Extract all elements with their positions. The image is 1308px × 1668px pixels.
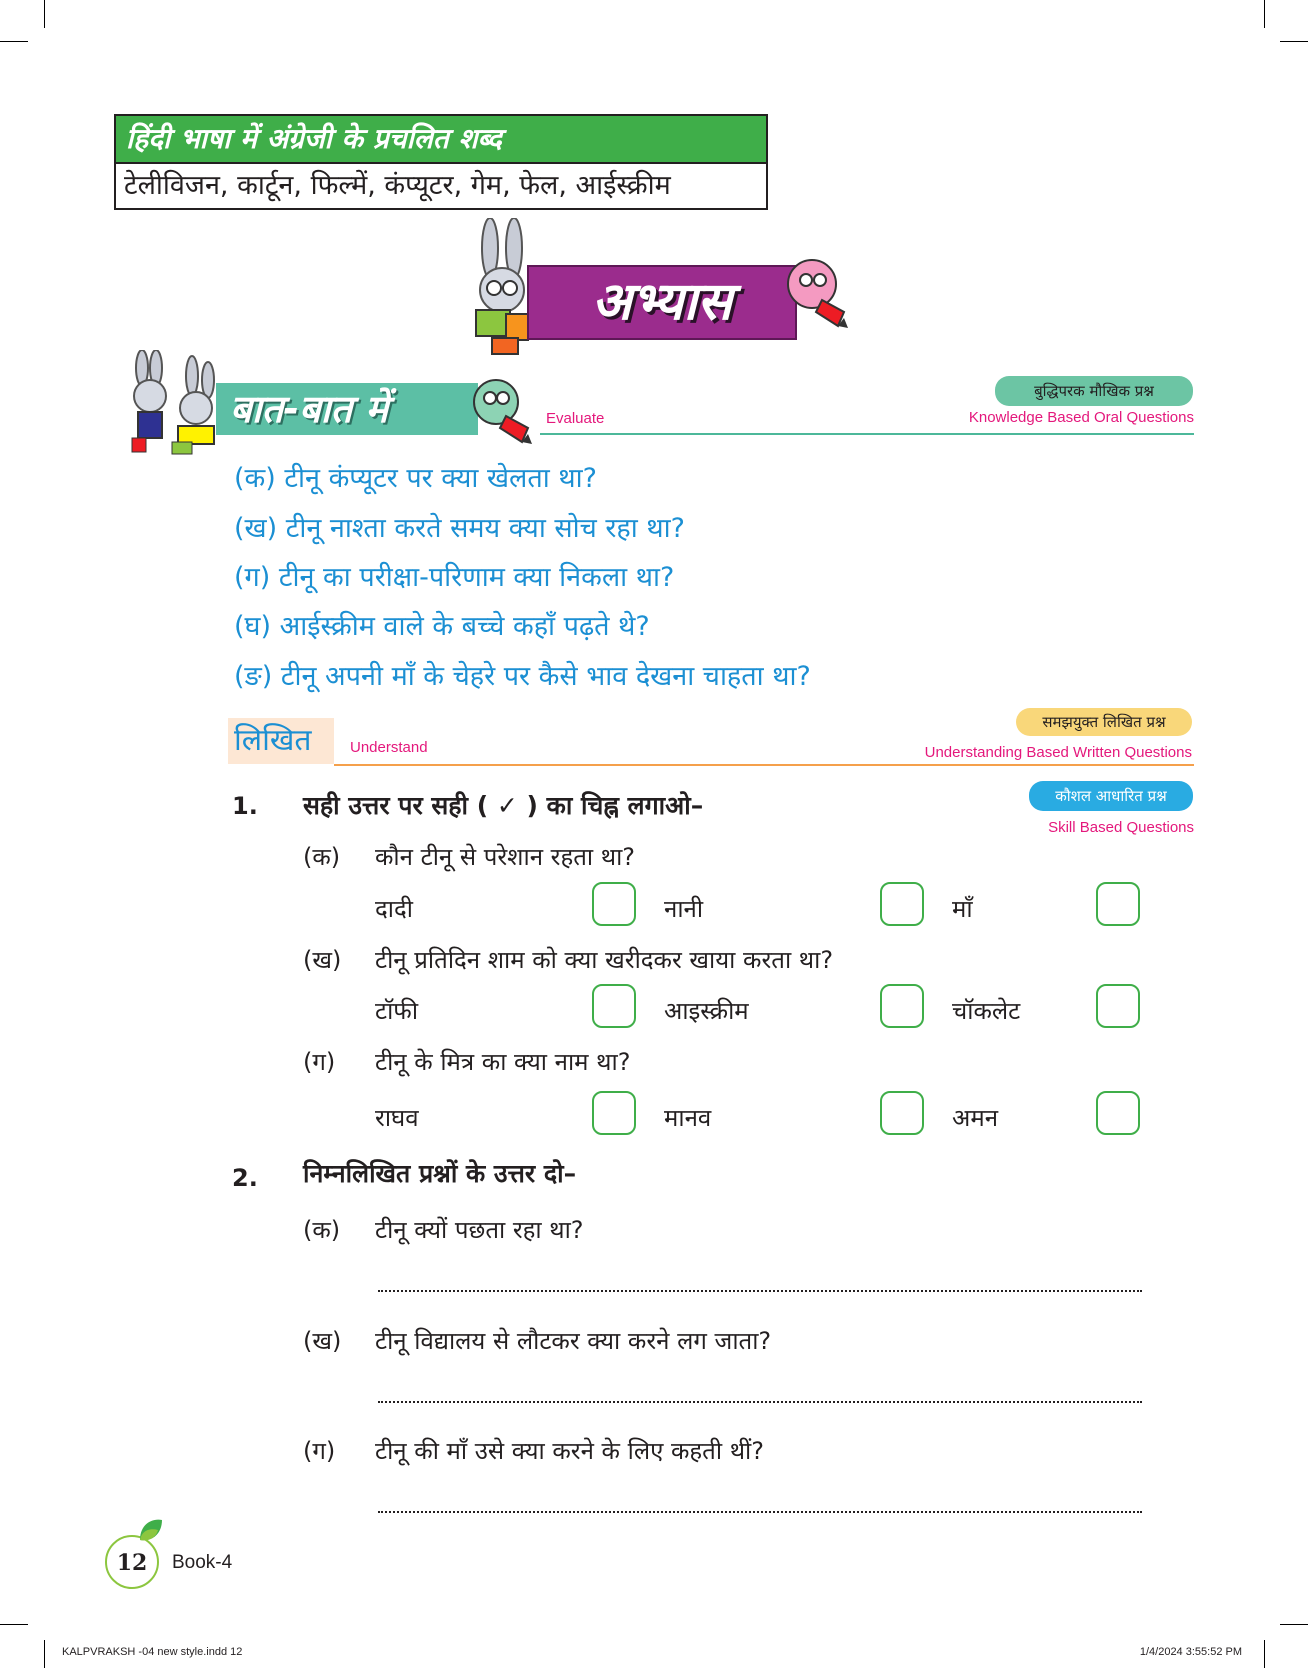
option-label: अमन <box>952 1104 999 1132</box>
answer-checkbox[interactable] <box>1096 882 1140 926</box>
option-label: माँ <box>952 895 973 923</box>
badge-skill-hi: कौशल आधारित प्रश्न <box>1029 781 1193 811</box>
subquestion-text: टीनू प्रतिदिन शाम को क्या खरीदकर खाया करता था? <box>375 946 834 974</box>
answer-checkbox[interactable] <box>880 984 924 1028</box>
pencil-character-icon <box>470 374 540 446</box>
rule-orange <box>334 764 1194 766</box>
crop-mark <box>0 41 28 42</box>
rule-teal <box>540 433 1194 435</box>
subquestion-label: (ग) <box>303 1437 336 1465</box>
print-file-info: KALPVRAKSH -04 new style.indd 12 <box>62 1646 243 1658</box>
oral-question: (ङ) टीनू अपनी माँ के चेहरे पर कैसे भाव देखना चाहता था? <box>234 661 811 692</box>
vocab-heading: हिंदी भाषा में अंग्रेजी के प्रचलित शब्द <box>116 116 766 164</box>
answer-checkbox[interactable] <box>1096 984 1140 1028</box>
page-number: 12 <box>116 1550 148 1576</box>
question-title: निम्नलिखित प्रश्नों के उत्तर दो– <box>303 1159 577 1188</box>
crop-mark <box>44 1640 45 1668</box>
badge-skill-en: Skill Based Questions <box>1048 819 1194 836</box>
option-label: नानी <box>664 895 704 923</box>
crop-mark <box>1264 0 1265 28</box>
print-timestamp: 1/4/2024 3:55:52 PM <box>1139 1646 1242 1658</box>
subquestion-text: कौन टीनू से परेशान रहता था? <box>375 843 636 871</box>
badge-oral-hi: बुद्धिपरक मौखिक प्रश्न <box>995 376 1193 406</box>
subquestion-label: (ख) <box>303 946 342 974</box>
answer-checkbox[interactable] <box>592 1091 636 1135</box>
answer-line[interactable] <box>378 1401 1142 1403</box>
badge-oral-en: Knowledge Based Oral Questions <box>968 409 1194 426</box>
subquestion-label: (ख) <box>303 1327 342 1355</box>
question-title: सही उत्तर पर सही ( ✓ ) का चिह्न लगाओ– <box>303 791 704 820</box>
oral-question: (घ) आईस्क्रीम वाले के बच्चे कहाँ पढ़ते थे? <box>234 611 650 642</box>
subquestion-text: टीनू क्यों पछता रहा था? <box>375 1216 584 1244</box>
answer-checkbox[interactable] <box>592 984 636 1028</box>
option-label: आइस्क्रीम <box>664 997 749 1025</box>
oral-question: (क) टीनू कंप्यूटर पर क्या खेलता था? <box>234 463 597 494</box>
crop-mark <box>44 0 45 28</box>
option-label: दादी <box>375 895 413 923</box>
tag-understand: Understand <box>350 739 428 756</box>
abhyas-banner: अभ्यास <box>527 265 797 340</box>
question-number: 1. <box>232 792 258 820</box>
crop-mark <box>1264 1640 1265 1668</box>
oral-question: (ग) टीनू का परीक्षा-परिणाम क्या निकला था? <box>234 562 675 593</box>
answer-checkbox[interactable] <box>880 882 924 926</box>
subquestion-text: टीनू विद्यालय से लौटकर क्या करने लग जाता? <box>375 1327 772 1355</box>
rabbits-talking-icon <box>112 350 224 458</box>
subquestion-label: (ग) <box>303 1048 336 1076</box>
answer-checkbox[interactable] <box>592 882 636 926</box>
book-label: Book-4 <box>172 1552 233 1573</box>
option-label: टॉफी <box>375 997 419 1025</box>
option-label: मानव <box>664 1104 712 1132</box>
vocab-box <box>114 114 768 210</box>
option-label: राघव <box>375 1104 419 1132</box>
section-title-written: लिखित <box>228 718 334 764</box>
subquestion-text: टीनू के मित्र का क्या नाम था? <box>375 1048 631 1076</box>
question-number: 2. <box>232 1164 258 1192</box>
crop-mark <box>1280 1624 1308 1625</box>
oral-question: (ख) टीनू नाश्ता करते समय क्या सोच रहा था? <box>234 513 685 544</box>
subquestion-label: (क) <box>303 1216 341 1244</box>
badge-written-hi: समझयुक्त लिखित प्रश्न <box>1016 708 1192 736</box>
tag-evaluate: Evaluate <box>546 410 605 427</box>
answer-checkbox[interactable] <box>880 1091 924 1135</box>
crop-mark <box>0 1624 28 1625</box>
subquestion-text: टीनू की माँ उसे क्या करने के लिए कहती थीं? <box>375 1437 764 1465</box>
crop-mark <box>1280 41 1308 42</box>
badge-written-en: Understanding Based Written Questions <box>924 744 1192 761</box>
answer-line[interactable] <box>378 1511 1142 1513</box>
vocab-words: टेलीविजन, कार्टून, फिल्में, कंप्यूटर, गेम, फेल, आईस्क्रीम <box>124 170 671 201</box>
answer-checkbox[interactable] <box>1096 1091 1140 1135</box>
answer-line[interactable] <box>378 1290 1142 1292</box>
section-title-oral: बात-बात में <box>216 383 478 435</box>
subquestion-label: (क) <box>303 843 341 871</box>
pencil-character-icon <box>782 254 852 330</box>
option-label: चॉकलेट <box>952 997 1021 1025</box>
